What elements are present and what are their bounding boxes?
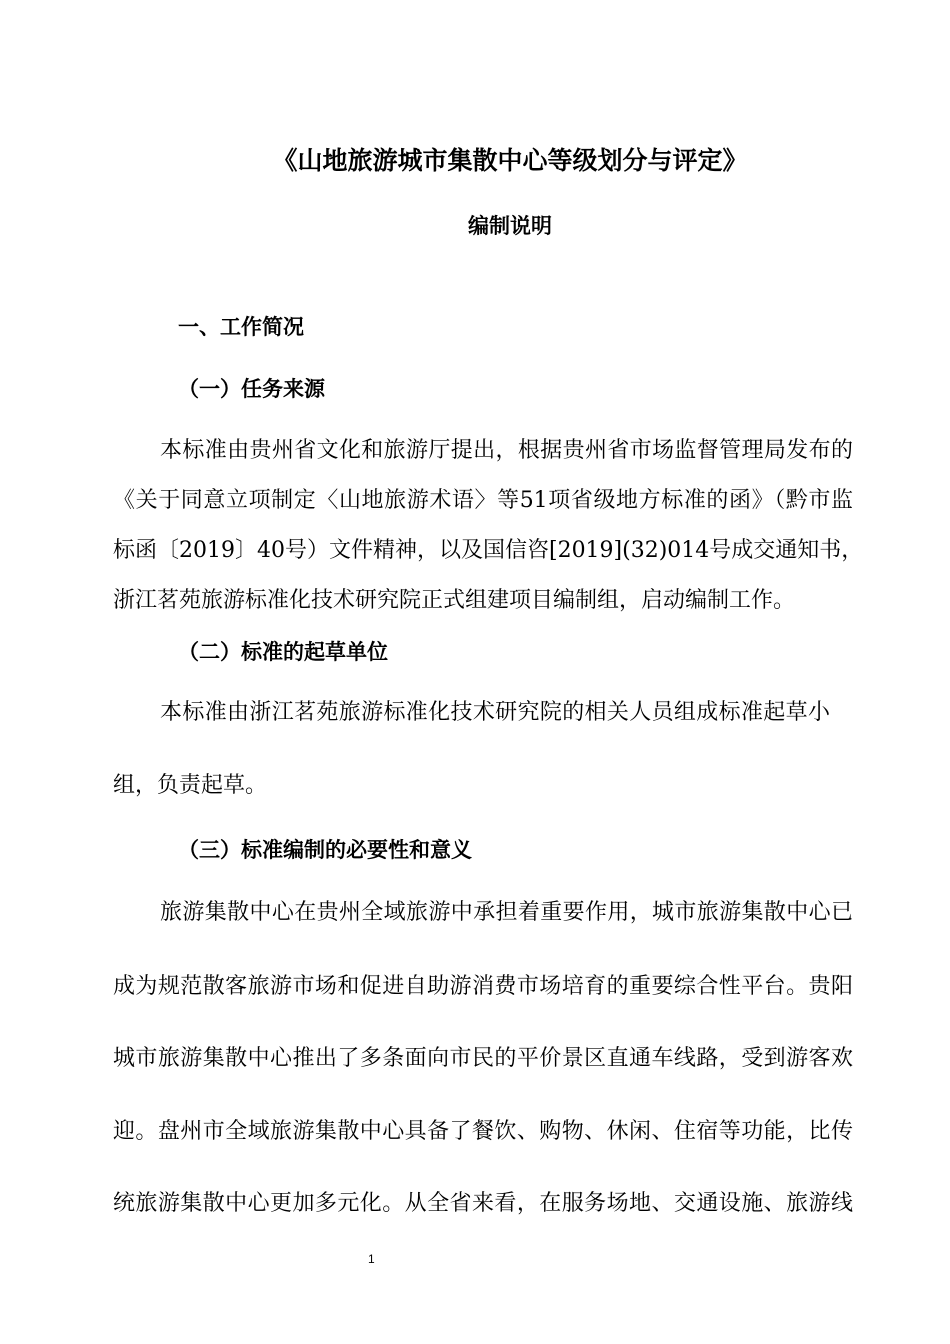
paragraph-line: 浙江茗苑旅游标准化技术研究院正式组建项目编制组，启动编制工作。 bbox=[113, 588, 796, 613]
paragraph-line: 本标准由贵州省文化和旅游厅提出，根据贵州省市场监督管理局发布的 bbox=[160, 438, 853, 463]
paragraph-line: 标函〔2019〕40号）文件精神，以及国信咨[2019](32)014号成交通知书， bbox=[113, 538, 864, 563]
paragraph-line: 成为规范散客旅游市场和促进自助游消费市场培育的重要综合性平台。贵阳 bbox=[113, 974, 853, 999]
paragraph-line: 统旅游集散中心更加多元化。从全省来看，在服务场地、交通设施、旅游线 bbox=[113, 1191, 853, 1216]
document-subtitle: 编制说明 bbox=[468, 214, 552, 238]
section-heading: 一、工作简况 bbox=[178, 315, 304, 339]
paragraph-line: 旅游集散中心在贵州全域旅游中承担着重要作用，城市旅游集散中心已 bbox=[160, 900, 853, 925]
paragraph-line: 《关于同意立项制定〈山地旅游术语〉等51项省级地方标准的函》（黔市监 bbox=[113, 488, 853, 513]
page-number: 1 bbox=[368, 1252, 375, 1266]
subsection-heading: （一）任务来源 bbox=[178, 377, 325, 401]
paragraph-line: 迎。盘州市全域旅游集散中心具备了餐饮、购物、休闲、住宿等功能，比传 bbox=[113, 1119, 853, 1144]
subsection-heading: （二）标准的起草单位 bbox=[178, 640, 388, 664]
paragraph-line: 城市旅游集散中心推出了多条面向市民的平价景区直通车线路，受到游客欢 bbox=[113, 1046, 853, 1071]
paragraph-line: 组，负责起草。 bbox=[113, 773, 268, 798]
paragraph-line: 本标准由浙江茗苑旅游标准化技术研究院的相关人员组成标准起草小 bbox=[160, 700, 830, 725]
document-title: 《山地旅游城市集散中心等级划分与评定》 bbox=[272, 146, 748, 175]
subsection-heading: （三）标准编制的必要性和意义 bbox=[178, 838, 472, 862]
